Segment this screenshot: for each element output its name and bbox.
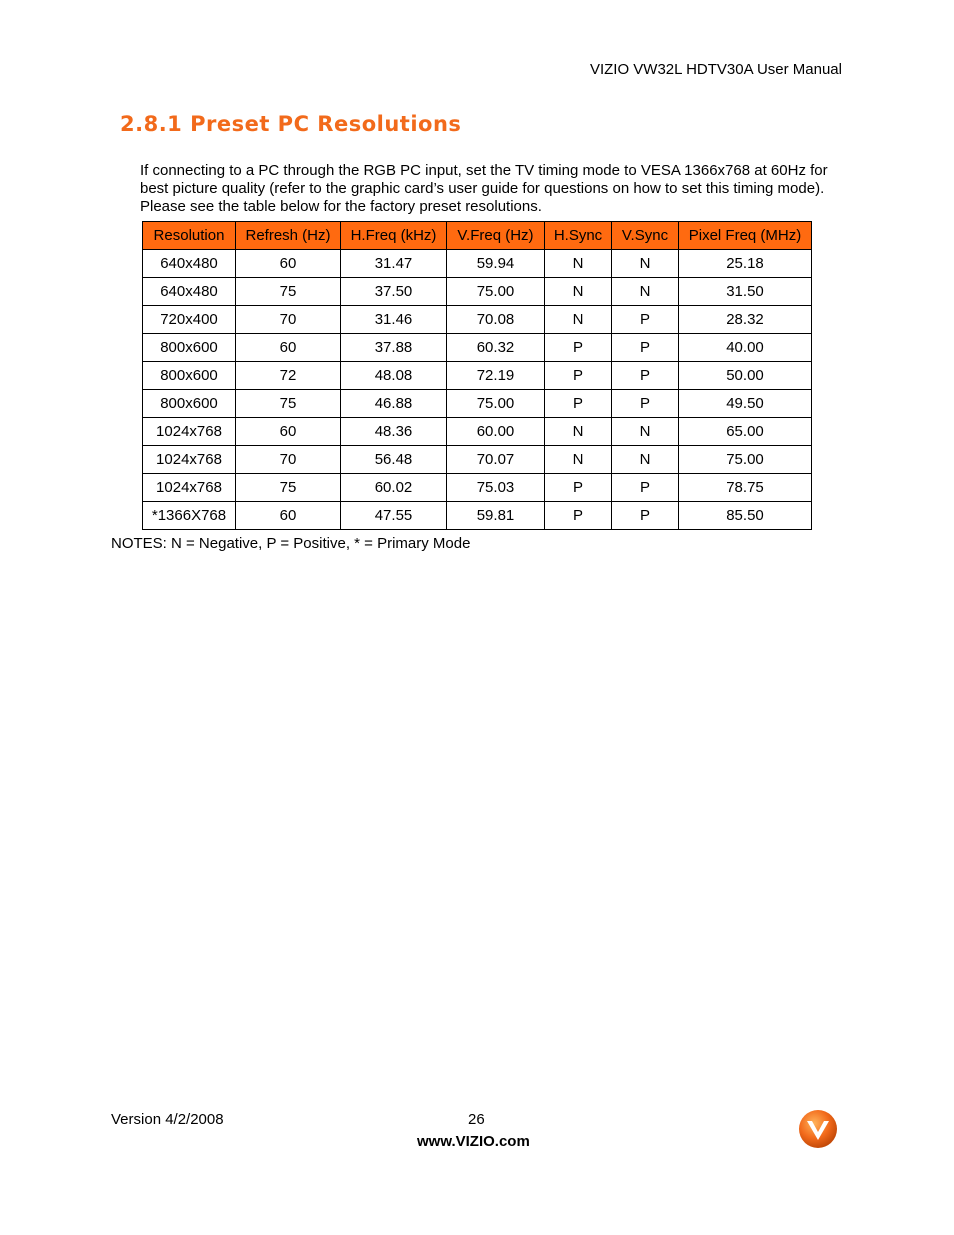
- cell-refresh: 75: [236, 474, 341, 502]
- cell-vfreq: 60.32: [447, 334, 545, 362]
- table-row: [143, 306, 812, 334]
- cell-resolution: 800x600: [143, 390, 236, 418]
- cell-refresh: 60: [236, 250, 341, 278]
- preset-resolutions-table: [142, 221, 812, 530]
- cell-hfreq: 31.47: [341, 250, 447, 278]
- cell-hfreq: 56.48: [341, 446, 447, 474]
- table-row: [143, 446, 812, 474]
- cell-refresh: 75: [236, 278, 341, 306]
- cell-pixel-freq: 25.18: [679, 250, 812, 278]
- cell-hfreq: 46.88: [341, 390, 447, 418]
- cell-pixel-freq: 75.00: [679, 446, 812, 474]
- cell-vfreq: 60.00: [447, 418, 545, 446]
- page-number: 26: [468, 1111, 485, 1128]
- column-header-hfreq: H.Freq (kHz): [341, 222, 447, 250]
- cell-resolution: 720x400: [143, 306, 236, 334]
- cell-refresh: 72: [236, 362, 341, 390]
- cell-vfreq: 75.03: [447, 474, 545, 502]
- cell-vsync: P: [612, 390, 679, 418]
- column-header-resolution: Resolution: [143, 222, 236, 250]
- cell-vsync: P: [612, 474, 679, 502]
- table-row: [143, 250, 812, 278]
- column-header-vfreq: V.Freq (Hz): [447, 222, 545, 250]
- cell-refresh: 75: [236, 390, 341, 418]
- cell-resolution: 1024x768: [143, 474, 236, 502]
- cell-hfreq: 60.02: [341, 474, 447, 502]
- cell-hsync: N: [545, 306, 612, 334]
- cell-vfreq: 70.08: [447, 306, 545, 334]
- cell-resolution: 1024x768: [143, 446, 236, 474]
- table-row: [143, 474, 812, 502]
- column-header-vsync: V.Sync: [612, 222, 679, 250]
- cell-pixel-freq: 31.50: [679, 278, 812, 306]
- cell-pixel-freq: 85.50: [679, 502, 812, 530]
- cell-pixel-freq: 49.50: [679, 390, 812, 418]
- cell-vsync: N: [612, 250, 679, 278]
- table-row: [143, 334, 812, 362]
- table-row: [143, 362, 812, 390]
- cell-pixel-freq: 40.00: [679, 334, 812, 362]
- cell-resolution: 800x600: [143, 334, 236, 362]
- cell-hfreq: 47.55: [341, 502, 447, 530]
- column-header-refresh: Refresh (Hz): [236, 222, 341, 250]
- cell-resolution: *1366X768: [143, 502, 236, 530]
- cell-refresh: 70: [236, 446, 341, 474]
- cell-vfreq: 75.00: [447, 390, 545, 418]
- header-title: VIZIO VW32L HDTV30A User Manual: [589, 61, 842, 78]
- footer-url: www.VIZIO.com: [417, 1133, 530, 1150]
- cell-resolution: 640x480: [143, 278, 236, 306]
- cell-vsync: P: [612, 306, 679, 334]
- cell-pixel-freq: 28.32: [679, 306, 812, 334]
- column-header-hsync: H.Sync: [545, 222, 612, 250]
- cell-vfreq: 70.07: [447, 446, 545, 474]
- cell-hsync: P: [545, 502, 612, 530]
- cell-hsync: N: [545, 446, 612, 474]
- cell-pixel-freq: 65.00: [679, 418, 812, 446]
- cell-pixel-freq: 50.00: [679, 362, 812, 390]
- table-header-row: [143, 222, 812, 250]
- cell-vsync: N: [612, 418, 679, 446]
- cell-hsync: P: [545, 474, 612, 502]
- cell-vfreq: 75.00: [447, 278, 545, 306]
- cell-refresh: 70: [236, 306, 341, 334]
- cell-hfreq: 48.36: [341, 418, 447, 446]
- cell-vsync: P: [612, 362, 679, 390]
- intro-paragraph: If connecting to a PC through the RGB PC input, set the TV timing mode to VESA 1366x768 at 60Hz for best picture quality (refer to the graphic card’s user guide for questions on how to set this timing mode). Please see the table below for the factory preset resolutions.: [140, 162, 828, 215]
- cell-hsync: N: [545, 250, 612, 278]
- cell-hsync: N: [545, 278, 612, 306]
- vizio-v-logo-icon: [798, 1109, 838, 1149]
- cell-vfreq: 59.81: [447, 502, 545, 530]
- table-row: [143, 502, 812, 530]
- cell-hsync: N: [545, 418, 612, 446]
- cell-resolution: 1024x768: [143, 418, 236, 446]
- cell-hsync: P: [545, 362, 612, 390]
- cell-vsync: N: [612, 278, 679, 306]
- table-row: [143, 418, 812, 446]
- table-row: [143, 390, 812, 418]
- cell-hfreq: 48.08: [341, 362, 447, 390]
- table-row: [143, 278, 812, 306]
- column-header-pixel-freq: Pixel Freq (MHz): [679, 222, 812, 250]
- cell-hfreq: 31.46: [341, 306, 447, 334]
- cell-refresh: 60: [236, 418, 341, 446]
- cell-vsync: N: [612, 446, 679, 474]
- cell-vsync: P: [612, 334, 679, 362]
- footer-version: Version 4/2/2008: [111, 1111, 224, 1128]
- table-notes: NOTES: N = Negative, P = Positive, * = Primary Mode: [111, 535, 471, 552]
- cell-resolution: 800x600: [143, 362, 236, 390]
- cell-pixel-freq: 78.75: [679, 474, 812, 502]
- cell-hfreq: 37.88: [341, 334, 447, 362]
- cell-refresh: 60: [236, 502, 341, 530]
- table-body: [143, 250, 812, 530]
- cell-resolution: 640x480: [143, 250, 236, 278]
- cell-refresh: 60: [236, 334, 341, 362]
- cell-vfreq: 72.19: [447, 362, 545, 390]
- cell-vsync: P: [612, 502, 679, 530]
- cell-hsync: P: [545, 390, 612, 418]
- cell-vfreq: 59.94: [447, 250, 545, 278]
- cell-hsync: P: [545, 334, 612, 362]
- section-heading: 2.8.1 Preset PC Resolutions: [120, 112, 462, 136]
- cell-hfreq: 37.50: [341, 278, 447, 306]
